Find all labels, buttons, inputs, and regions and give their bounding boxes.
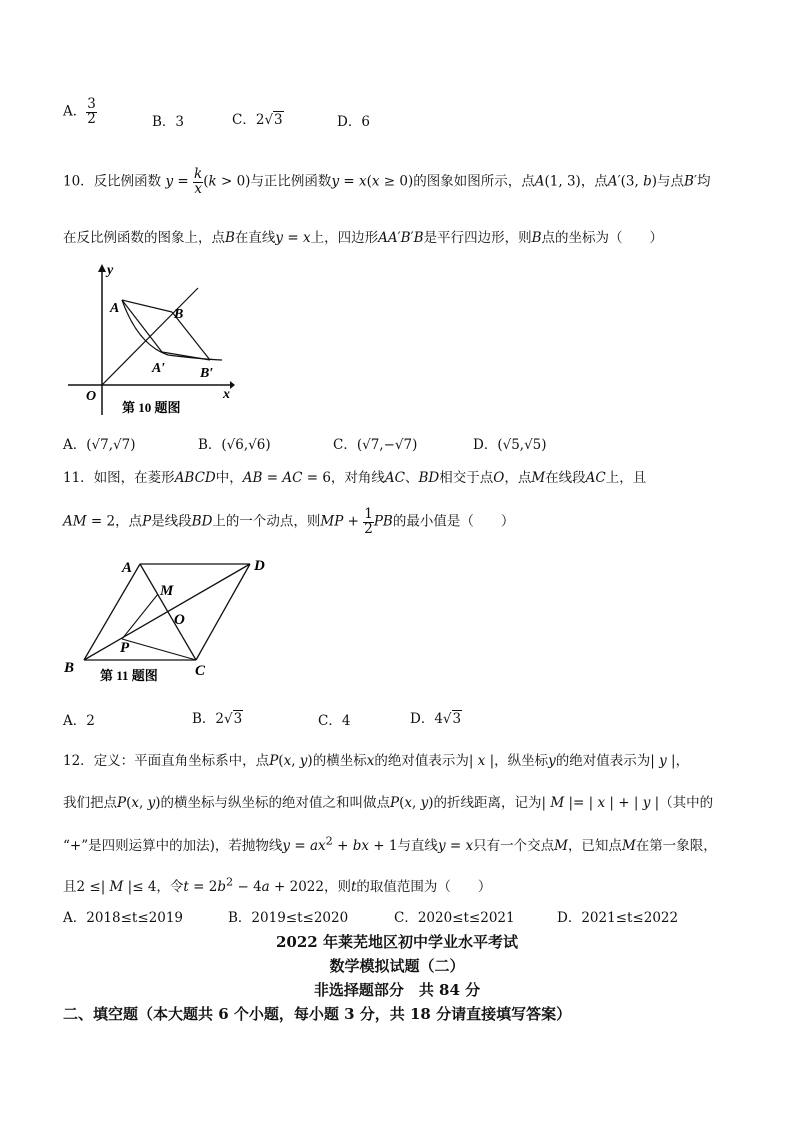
q11-line-2: AM = 2，点P是线段BD上的一个动点，则MP + $\frac{1}{2}$ PB的最小值是（ ） [63,506,515,537]
q9-option-b: B．3 [152,114,185,130]
q11-option-b: B．2√3 [192,711,243,727]
q11-label-a: A [122,560,133,576]
q10-figure-caption: 第 10 题图 [122,400,181,415]
q9-option-c: C．2√3 [232,112,283,128]
q11-label-d: D [254,558,265,574]
q11-figure [60,550,275,690]
q11-label-p: P [120,640,130,656]
q10-label-y: y [107,263,114,278]
part-heading: 非选择题部分 共 84 分 [313,981,481,999]
q12-option-a: A．2018≤t≤2019 [63,910,184,926]
q11-line-1: 11．如图，在菱形ABCD中，AB = AC = 6，对角线AC、BD相交于点O，点M在线段AC上，且 [63,470,647,486]
q11-label-o: O [174,612,185,628]
q12-option-b: B．2019≤t≤2020 [228,910,349,926]
q12-line-4: 且2 ≤| M |≤ 4，令$t = 2b^2 - 4a + 2022$，则t的取值范围为（ ） [63,875,492,895]
q11-option-d: D．4√3 [410,711,462,727]
q10-label-o: O [86,389,97,404]
q9-option-d: D．6 [337,114,370,130]
q11-option-c: C．4 [318,713,351,729]
q9-option-a: A． $\frac{3}{2}$ [63,96,96,127]
q11-option-a: A．2 [63,713,95,729]
q12-option-c: C．2020≤t≤2021 [394,910,515,926]
q12-option-d: D．2021≤t≤2022 [557,910,679,926]
q10-label-a-prime: A′ [152,361,166,376]
q12-line-1: 12．定义：平面直角坐标系中，点P(x, y)的横坐标x的绝对值表示为| x |，纵坐标y的绝对值表示为| y |， [63,753,690,769]
q10-option-b: B．(√6,√6) [198,437,271,453]
q11-label-c: C [195,663,206,679]
q12-line-3: “+”是四则运算中的加法)，若抛物线$y = ax^2$ + bx + 1与直线y = x只有一个交点M，已知点M在第一象限， [63,834,717,854]
q10-label-b-prime: B′ [200,366,214,381]
q10-figure [60,260,235,420]
q10-label-b: B [174,307,184,322]
q11-figure-caption: 第 11 题图 [100,668,158,683]
q10-option-d: D．(√5,√5) [473,437,547,453]
exam-subtitle: 数学模拟试题（二） [329,957,465,975]
exam-title: 2022 年莱芜地区初中学业水平考试 [276,933,518,951]
q10-label-a: A [110,301,120,316]
q10-option-a: A．(√7,√7) [63,437,136,453]
q10-label-x: x [223,387,230,402]
q11-label-b: B [64,660,75,676]
q12-line-2: 我们把点P(x, y)的横坐标与纵坐标的绝对值之和叫做点P(x, y)的折线距离，记为| M |= | x | + | y |（其中的 [63,795,714,811]
section-heading: 二、填空题（本大题共 6 个小题，每小题 3 分，共 18 分请直接填写答案） [63,1005,572,1023]
q10-line-2: 在反比例函数的图象上，点B在直线y = x上，四边形AA′B′B是平行四边形，则B点的坐标为（ ） [63,230,664,246]
q10-option-c: C．(√7,−√7) [333,437,418,453]
q10-line-1: 10．反比例函数 y = $\frac{k}{x}$ (k > 0)与正比例函数y = x(x ≥ 0)的图象如图所示，点A(1, 3)，点A′(3, b)与点B′均 [63,166,711,197]
q11-label-m: M [160,583,174,599]
